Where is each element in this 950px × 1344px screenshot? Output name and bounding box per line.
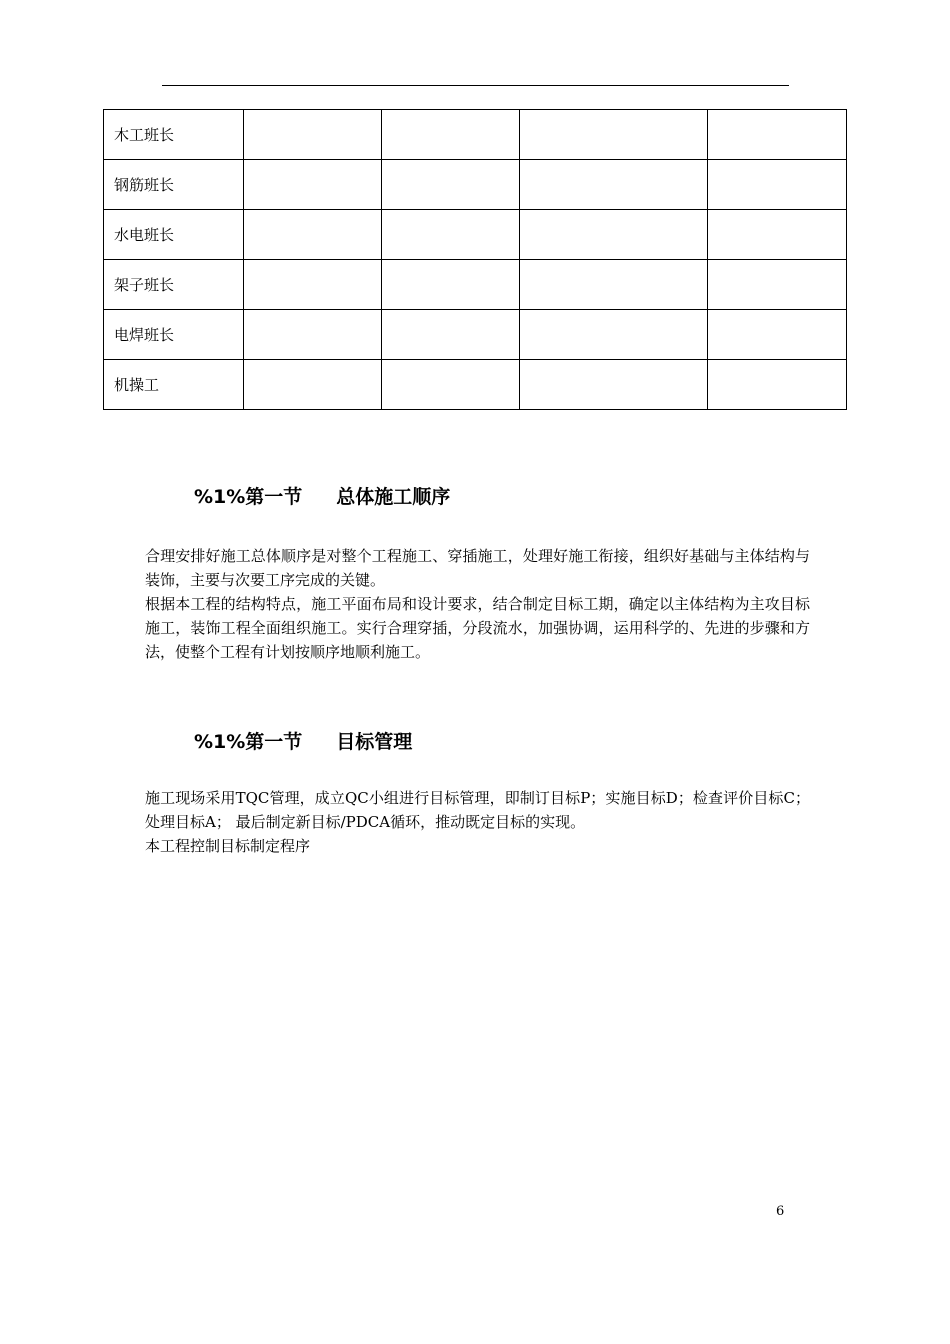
role-cell: 水电班长 — [104, 210, 244, 260]
table-row — [104, 310, 847, 360]
section-title: 总体施工顺序 — [336, 486, 451, 508]
empty-cell — [382, 110, 520, 160]
empty-cell — [244, 110, 382, 160]
paragraph: 根据本工程的结构特点，施工平面布局和设计要求，结合制定目标工期，确定以主体结构为主攻目标施工，装饰工程全面组织施工。实行合理穿插，分段流水，加强协调，运用科学的、先进的步骤和方法，使整个工程有计划按顺序地顺利施工。 — [145, 595, 810, 661]
empty-cell — [520, 210, 708, 260]
empty-cell — [244, 210, 382, 260]
empty-cell — [382, 260, 520, 310]
empty-cell — [520, 260, 708, 310]
empty-cell — [520, 310, 708, 360]
section-body — [145, 786, 810, 858]
empty-cell — [708, 160, 847, 210]
section-body — [145, 544, 810, 664]
empty-cell — [382, 210, 520, 260]
role-cell: 架子班长 — [104, 260, 244, 310]
table-row — [104, 260, 847, 310]
empty-cell — [244, 160, 382, 210]
empty-cell — [708, 310, 847, 360]
empty-cell — [244, 310, 382, 360]
empty-cell — [708, 260, 847, 310]
header-rule — [162, 85, 789, 86]
section-heading — [194, 482, 450, 509]
role-cell: 电焊班长 — [104, 310, 244, 360]
empty-cell — [382, 360, 520, 410]
empty-cell — [708, 360, 847, 410]
section-heading — [194, 727, 412, 754]
empty-cell — [382, 310, 520, 360]
empty-cell — [708, 210, 847, 260]
empty-cell — [244, 260, 382, 310]
table-row — [104, 110, 847, 160]
role-cell: 木工班长 — [104, 110, 244, 160]
empty-cell — [520, 360, 708, 410]
table-row — [104, 210, 847, 260]
empty-cell — [520, 110, 708, 160]
role-cell: 钢筋班长 — [104, 160, 244, 210]
empty-cell — [708, 110, 847, 160]
section-number: %1%第一节 — [194, 731, 303, 753]
page-number: 6 — [776, 1204, 785, 1219]
roster-table — [103, 109, 847, 410]
empty-cell — [382, 160, 520, 210]
table-row — [104, 160, 847, 210]
empty-cell — [520, 160, 708, 210]
section-number: %1%第一节 — [194, 486, 303, 508]
empty-cell — [244, 360, 382, 410]
table-row — [104, 360, 847, 410]
paragraph: 施工现场采用TQC管理，成立QC小组进行目标管理，即制订目标P；实施目标D；检查评价目标C； 处理目标A； 最后制定新目标/PDCA循环，推动既定目标的实现。 — [145, 789, 810, 831]
paragraph: 合理安排好施工总体顺序是对整个工程施工、穿插施工，处理好施工衔接，组织好基础与主体结构与装饰，主要与次要工序完成的关键。 — [145, 547, 810, 589]
paragraph: 本工程控制目标制定程序 — [145, 837, 311, 855]
section-title: 目标管理 — [336, 731, 413, 753]
role-cell: 机操工 — [104, 360, 244, 410]
